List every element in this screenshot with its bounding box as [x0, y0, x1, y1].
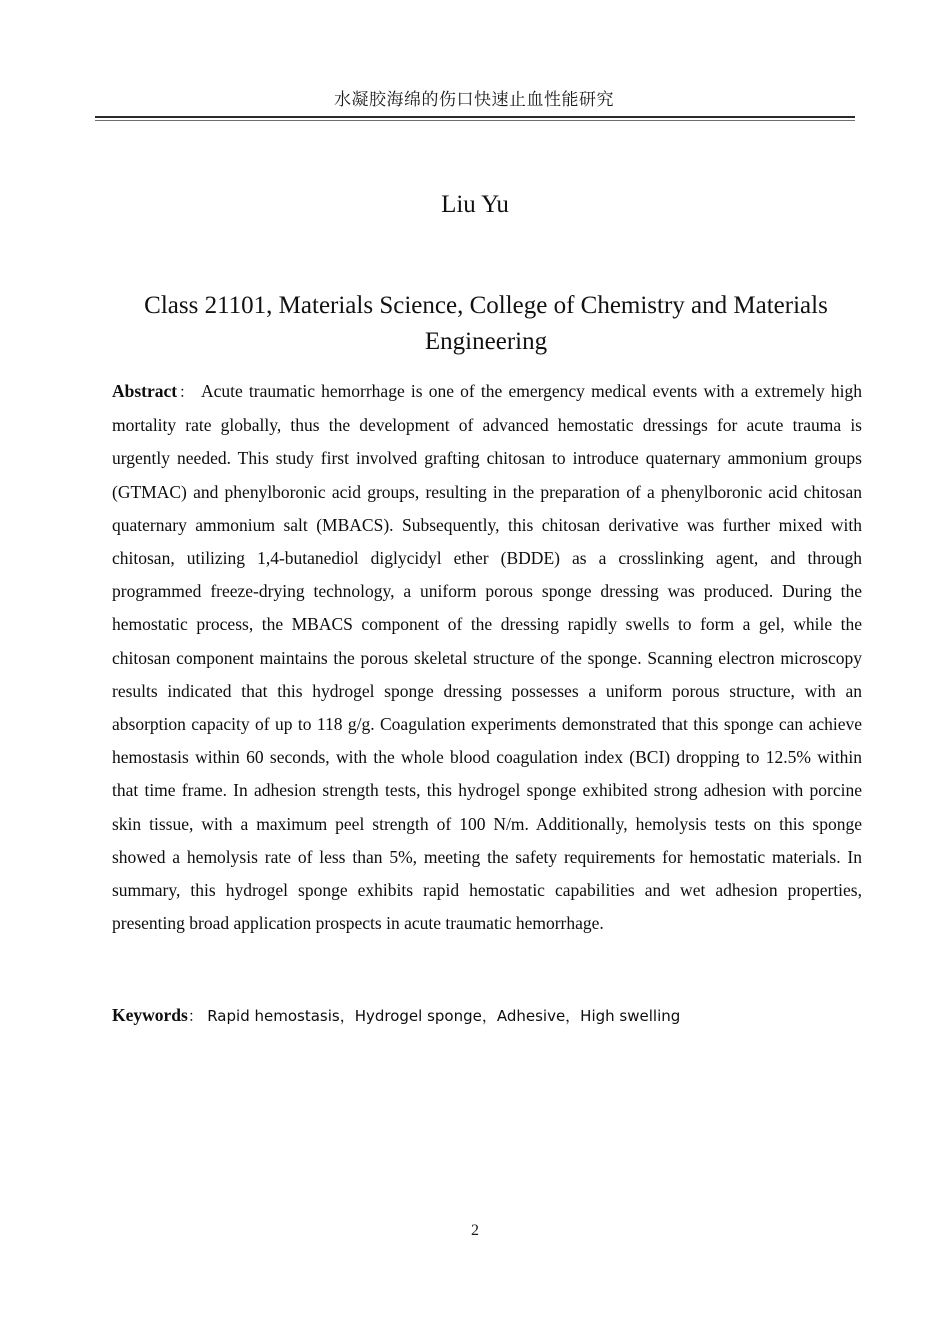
- abstract-body: Acute traumatic hemorrhage is one of the emergency medical events with a extremely high mortality rate globally, thus the development of advanced hemostatic dressings for acute trauma is urgently needed. This study first involved grafting chitosan to introduce quaternary ammonium groups (GTMAC) and phenylboronic acid groups, resulting in the preparation of a phenylboronic acid chitosan quaternary ammonium salt (MBACS). Subsequently, this chitosan derivative was further mixed with chitosan, utilizing 1,4-butanediol diglycidyl ether (BDDE) as a crosslinking agent, and through programmed freeze-drying technology, a uniform porous sponge dressing was produced. During the hemostatic process, the MBACS component of the dressing rapidly swells to form a gel, while the chitosan component maintains the porous skeletal structure of the sponge. Scanning electron microscopy results indicated that this hydrogel sponge dressing possesses a uniform porous structure, with an absorption capacity of up to 118 g/g. Coagulation experiments demonstrated that this sponge can achieve hemostasis within 60 seconds, with the whole blood coagulation index (BCI) dropping to 12.5% within that time frame. In adhesion strength tests, this hydrogel sponge exhibited strong adhesion with porcine skin tissue, with a maximum peel strength of 100 N/m. Additionally, hemolysis tests on this sponge showed a hemolysis rate of less than 5%, meeting the safety requirements for hemostatic materials. In summary, this hydrogel sponge exhibits rapid hemostatic capabilities and wet adhesion properties, presenting broad application prospects in acute traumatic hemorrhage.: [112, 381, 862, 934]
- keywords-section: [112, 1000, 862, 1031]
- footer-page-number: 2: [471, 1222, 479, 1239]
- abstract-label: Abstract: [112, 381, 178, 401]
- abstract-section: [112, 375, 862, 940]
- page-header: [0, 88, 950, 121]
- header-divider-rule: [95, 116, 855, 121]
- page-title: Class 21101, Materials Science, College of Chemistry and Materials Engineering: [144, 292, 828, 355]
- abstract-colon: ：: [177, 383, 196, 401]
- keywords-list: Rapid hemostasis，Hydrogel sponge，Adhesive，High swelling: [207, 1007, 681, 1025]
- keywords-label: Keywords: [112, 1005, 188, 1025]
- keywords-colon: ：: [187, 1007, 203, 1025]
- running-title: 水凝胶海绵的伤口快速止血性能研究: [334, 90, 614, 110]
- author-name: Liu Yu: [441, 191, 509, 218]
- abstract-paragraph: [112, 375, 862, 940]
